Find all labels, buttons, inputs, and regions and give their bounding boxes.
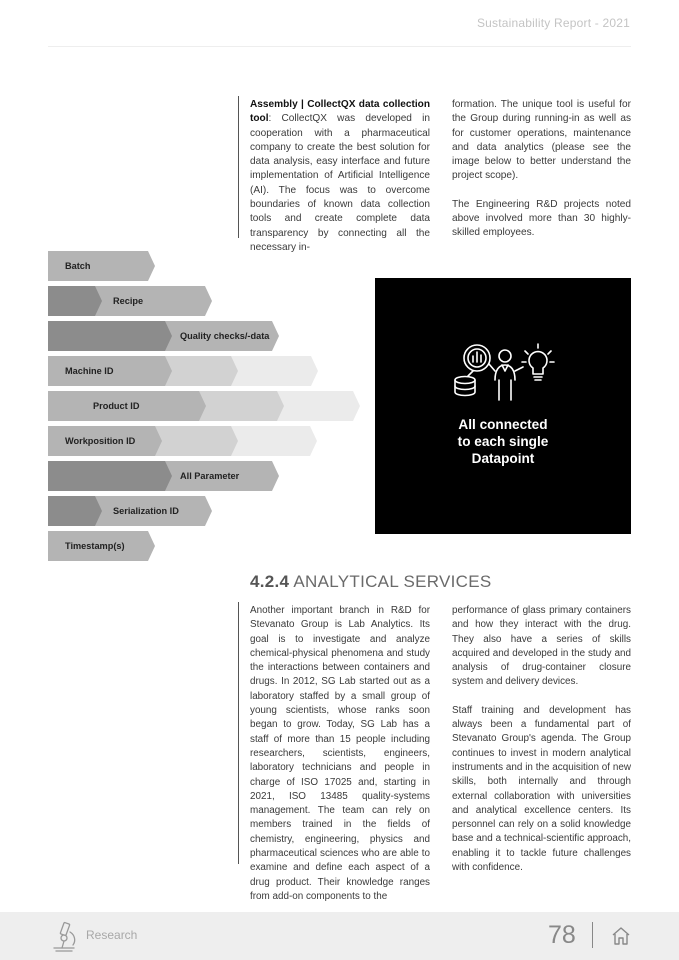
header-divider <box>48 46 631 47</box>
section-heading <box>250 572 492 592</box>
section-number: 4.2.4 <box>250 572 290 591</box>
panel-caption-line: to each single <box>457 434 549 449</box>
intro-text: : CollectQX was developed in cooperation with a pharmaceutical company to create the best solution for data analysis, easy interface and future implementation of Artificial Intelligence (AI). The focus was to overcome boundaries of known data collection tools and create complete data transparency by connecting all the necessary in- <box>250 113 430 253</box>
panel-caption-line: Datapoint <box>471 451 535 466</box>
intro-column-rule <box>238 96 239 238</box>
home-icon[interactable] <box>611 926 631 946</box>
section-label: Research <box>86 928 138 942</box>
row-label: All Parameter <box>180 471 240 481</box>
body-column-rule <box>238 602 239 864</box>
intro-paragraph: formation. The unique tool is useful for the Group during running-in as well as for customer operations, maintenance and data analytics (please see the image below to better understand the project scope). <box>452 99 631 182</box>
arrow-segment <box>48 496 102 526</box>
row-label: Quality checks/-data <box>180 331 270 341</box>
body-paragraph: Another important branch in R&D for Stevanato Group is Lab Analytics. Its goal is to investigate and analyze chemical-physical phenomena and study the interactions between containers and drugs. In 2012, SG Lab started out as a laboratory staffed by a small group of young scientists, whose ranks soon began to grow. Today, SG Lab has a staff of more than 15 people including researchers, scientists, engineers, laboratory technicians and people in charge of ISO 17025 and, starting in 2021, ISO 13485 quality-systems management. The team can rely on members trained in the fields of chemistry, engineering, physics and pharmaceutical sciences who are able to examine and define each aspect of a drug product. Their knowledge ranges from add-on components to the <box>250 605 430 902</box>
footer-divider <box>592 922 593 948</box>
arrow-segment <box>48 321 172 351</box>
section-name: ANALYTICAL SERVICES <box>293 572 492 591</box>
page-footer <box>0 912 679 960</box>
row-label: Batch <box>65 261 91 271</box>
intro-column-2 <box>452 98 631 241</box>
report-title: Sustainability Report - 2021 <box>476 16 630 30</box>
body-column-1 <box>250 604 430 904</box>
row-label: Product ID <box>93 401 140 411</box>
arrow-segment <box>48 461 172 491</box>
panel-caption-line: All connected <box>458 417 548 432</box>
row-label: Machine ID <box>65 366 114 376</box>
row-label: Serialization ID <box>113 506 179 516</box>
intro-lead: Assembly | CollectQX data collection tool <box>250 99 430 125</box>
panel-caption <box>375 416 631 467</box>
row-label: Recipe <box>113 296 144 306</box>
page-number: 78 <box>548 921 576 949</box>
datapoint-panel <box>375 278 631 534</box>
row-label: Timestamp(s) <box>65 541 125 551</box>
microscope-icon <box>50 920 78 952</box>
body-column-2 <box>452 604 631 875</box>
intro-column-1 <box>250 98 430 255</box>
body-paragraph: performance of glass primary containers and how they interact with the drug. They also have a series of skills acquired and developed in the study and analysis of drug-container closure system and delivery devices. <box>452 605 631 688</box>
intro-paragraph: The Engineering R&D projects noted above involved more than 30 highly-skilled employees. <box>452 198 631 239</box>
row-label: Workposition ID <box>65 436 136 446</box>
body-paragraph: Staff training and development has always been a fundamental part of Stevanato Group's agenda. The Group continues to invest in modern analytical instruments and in the acquisition of new skills, both internally and through external collaboration with universities and analytical excellence centers. Its personnel can rely on a solid knowledge base and a technical-scientific approach, enabling it to tackle future challenges with confidence. <box>452 704 631 874</box>
arrow-segment <box>48 286 102 316</box>
connected-data-icon <box>451 340 555 406</box>
